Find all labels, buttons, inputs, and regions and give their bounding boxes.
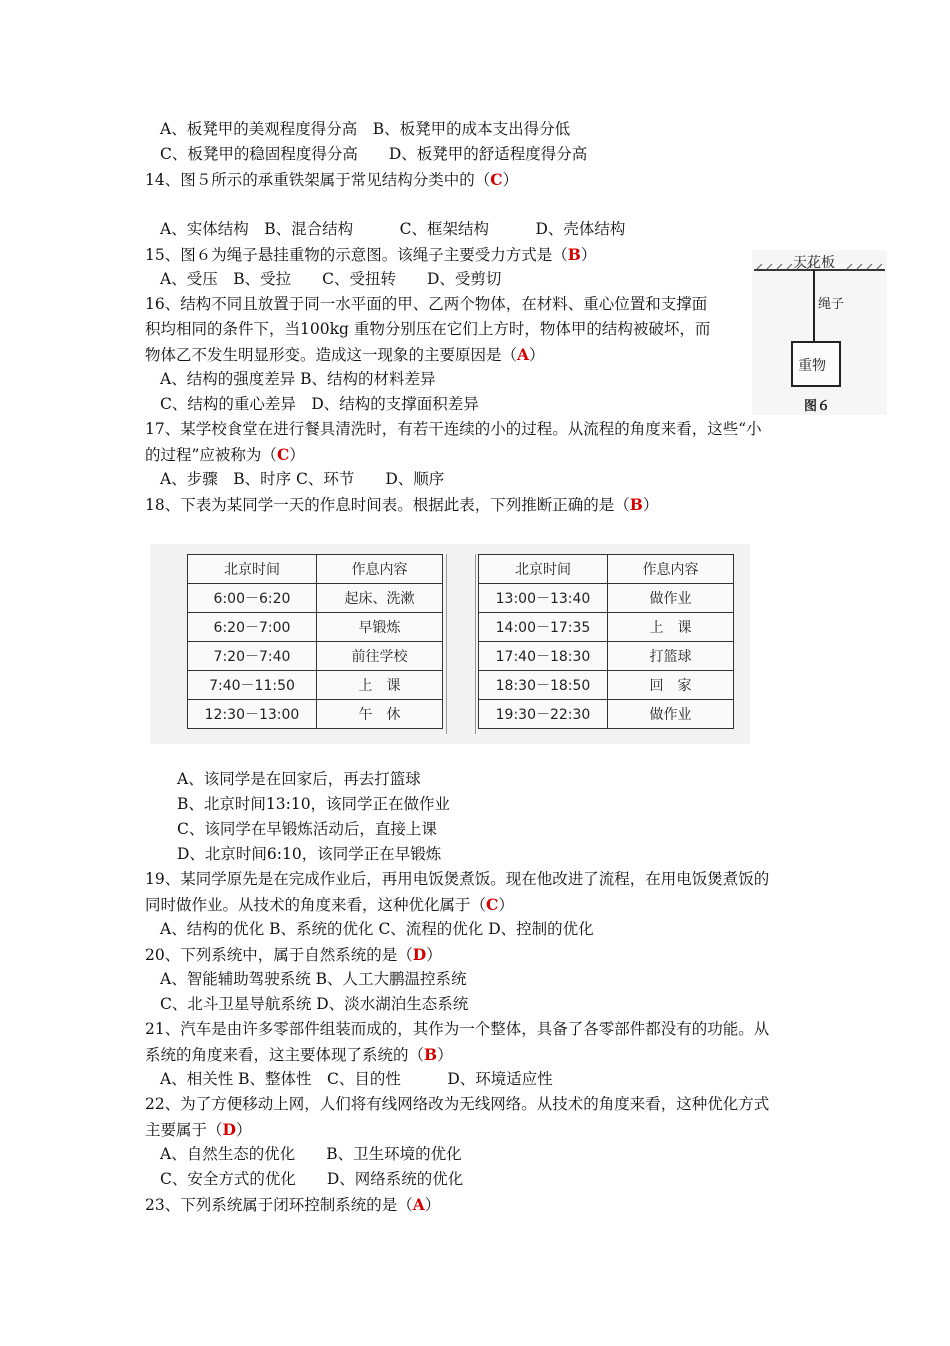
- q19-answer: C: [486, 895, 499, 914]
- q14-options: A、实体结构 B、混合结构 C、框架结构 D、壳体结构: [160, 220, 626, 238]
- q20-stem-text: 20、下列系统中，属于自然系统的是（: [145, 946, 413, 964]
- q21-line2-text: 系统的角度来看，这主要体现了系统的（: [145, 1046, 425, 1064]
- time-cell: 14:00－17:35: [479, 613, 608, 642]
- time-cell: 6:00－6:20: [188, 584, 317, 613]
- table-header-row: [188, 555, 443, 584]
- q22-options-ab: A、自然生态的优化 B、卫生环境的优化: [160, 1145, 462, 1163]
- q13-options-ab: A、板凳甲的美观程度得分高 B、板凳甲的成本支出得分低: [160, 120, 571, 138]
- time-cell: 12:30－13:00: [188, 700, 317, 729]
- table-row: [188, 642, 443, 671]
- q23-stem-text: 23、下列系统属于闭环控制系统的是（: [145, 1196, 413, 1214]
- q23-close: ）: [424, 1196, 441, 1214]
- table-row: [188, 671, 443, 700]
- header-time: 北京时间: [479, 555, 608, 584]
- table-row: [479, 671, 734, 700]
- activity-cell: 上 课: [608, 613, 734, 642]
- table-row: [479, 613, 734, 642]
- q22-options-cd: C、安全方式的优化 D、网络系统的优化: [160, 1170, 464, 1188]
- table-row: [479, 584, 734, 613]
- q17-options: A、步骤 B、时序 C、环节 D、顺序: [160, 470, 445, 488]
- q21-line2: [145, 1042, 453, 1068]
- ceiling-label: 天花板: [793, 255, 835, 271]
- time-cell: 13:00－13:40: [479, 584, 608, 613]
- q19-close: ）: [498, 896, 514, 914]
- activity-cell: 回 家: [608, 671, 734, 700]
- q16-answer: A: [517, 345, 530, 364]
- table-row: [479, 700, 734, 729]
- activity-cell: 前往学校: [317, 642, 443, 671]
- activity-cell: 打篮球: [608, 642, 734, 671]
- q19-line1: 19、某同学原先是在完成作业后，再用电饭煲煮饭。现在他改进了流程，在用电饭煲煮饭的: [145, 870, 770, 888]
- table-separator: [446, 554, 476, 734]
- table-header-row: [479, 555, 734, 584]
- time-cell: 17:40－18:30: [479, 642, 608, 671]
- q18-stem: [145, 492, 658, 518]
- table-row: [479, 642, 734, 671]
- activity-cell: 早锻炼: [317, 613, 443, 642]
- q17-line2: [145, 442, 305, 468]
- q18-stem-text: 18、下表为某同学一天的作息时间表。根据此表，下列推断正确的是（: [145, 496, 630, 514]
- schedule-table-left: [187, 554, 443, 729]
- q22-line2-text: 主要属于（: [145, 1121, 223, 1139]
- time-cell: 19:30－22:30: [479, 700, 608, 729]
- q15-stem: [145, 242, 596, 268]
- figure-6-rope-diagram: [752, 250, 887, 415]
- q16-options-cd: C、结构的重心差异 D、结构的支撑面积差异: [160, 395, 479, 413]
- q14-answer: C: [490, 170, 503, 189]
- time-cell: 6:20－7:00: [188, 613, 317, 642]
- q22-line1: 22、为了方便移动上网，人们将有线网络改为无线网络。从技术的角度来看，这种优化方式: [145, 1095, 770, 1113]
- q23-stem: [145, 1192, 440, 1218]
- q18-option-b: B、北京时间13:10，该同学正在做作业: [177, 795, 451, 813]
- q17-close: ）: [289, 446, 305, 464]
- q16-line3-text: 物体乙不发生明显形变。造成这一现象的主要原因是（: [145, 346, 518, 364]
- q17-line1: 17、某学校食堂在进行餐具清洗时，有若干连续的小的过程。从流程的角度来看，这些“小: [145, 420, 762, 438]
- table-row: [188, 613, 443, 642]
- q15-options: A、受压 B、受拉 C、受扭转 D、受剪切: [160, 270, 502, 288]
- q13-options-cd: C、板凳甲的稳固程度得分高 D、板凳甲的舒适程度得分高: [160, 145, 588, 163]
- header-activity: 作息内容: [608, 555, 734, 584]
- q22-answer: D: [222, 1120, 236, 1139]
- q20-options-cd: C、北斗卫星导航系统 D、淡水湖泊生态系统: [160, 995, 469, 1013]
- q22-close: ）: [235, 1121, 252, 1139]
- q21-line1: 21、汽车是由许多零部件组装而成的，其作为一个整体，具备了各零部件都没有的功能。从: [145, 1020, 770, 1038]
- activity-cell: 起床、洗漱: [317, 584, 443, 613]
- q23-answer: A: [412, 1195, 425, 1214]
- q18-option-a: A、该同学是在回家后，再去打篮球: [177, 770, 421, 788]
- q21-options: A、相关性 B、整体性 C、目的性 D、环境适应性: [160, 1070, 553, 1088]
- table-row: [188, 584, 443, 613]
- q20-options-ab: A、智能辅助驾驶系统 B、人工大鹏温控系统: [160, 970, 467, 988]
- header-time: 北京时间: [188, 555, 317, 584]
- q20-answer: D: [412, 945, 427, 964]
- q21-answer: B: [424, 1045, 438, 1064]
- q22-line2: [145, 1117, 251, 1143]
- q14-stem-text: 14、图５所示的承重铁架属于常见结构分类中的（: [145, 171, 491, 189]
- q14-stem: [145, 167, 518, 193]
- q18-option-c: C、该同学在早锻炼活动后，直接上课: [177, 820, 437, 838]
- activity-cell: 做作业: [608, 584, 734, 613]
- q19-line2-text: 同时做作业。从技术的角度来看，这种优化属于（: [145, 896, 487, 914]
- q18-option-d: D、北京时间6:10，该同学正在早锻炼: [177, 845, 442, 863]
- q18-close: ）: [642, 496, 659, 514]
- q20-stem: [145, 942, 442, 968]
- time-cell: 7:40－11:50: [188, 671, 317, 700]
- q16-options-ab: A、结构的强度差异 B、结构的材料差异: [160, 370, 436, 388]
- time-cell: 7:20－7:40: [188, 642, 317, 671]
- q19-line2: [145, 892, 514, 918]
- q20-close: ）: [426, 946, 442, 964]
- rope-label: 绳子: [818, 297, 845, 312]
- q18-answer: B: [629, 495, 643, 514]
- q14-close: ）: [502, 171, 519, 189]
- header-activity: 作息内容: [317, 555, 443, 584]
- q15-close: ）: [580, 246, 597, 264]
- q21-close: ）: [437, 1046, 453, 1064]
- weight-label: 重物: [798, 358, 826, 374]
- q16-close: ）: [529, 346, 545, 364]
- table-row: [188, 700, 443, 729]
- schedule-table-right: [478, 554, 734, 729]
- q16-line3: [145, 342, 545, 368]
- q15-answer: B: [567, 245, 581, 264]
- q16-line2: 积均相同的条件下，当100kg 重物分别压在它们上方时，物体甲的结构被破坏，而: [145, 320, 711, 338]
- schedule-table-image: [150, 544, 750, 744]
- q17-answer: C: [276, 445, 290, 464]
- figure-6-caption: 图６: [804, 399, 831, 414]
- q17-line2-text: 的过程”应被称为（: [145, 446, 277, 464]
- activity-cell: 上 课: [317, 671, 443, 700]
- q15-stem-text: 15、图６为绳子悬挂重物的示意图。该绳子主要受力方式是（: [145, 246, 568, 264]
- activity-cell: 做作业: [608, 700, 734, 729]
- time-cell: 18:30－18:50: [479, 671, 608, 700]
- activity-cell: 午 休: [317, 700, 443, 729]
- q16-line1: 16、结构不同且放置于同一水平面的甲、乙两个物体，在材料、重心位置和支撑面: [145, 295, 708, 313]
- q19-options: A、结构的优化 B、系统的优化 C、流程的优化 D、控制的优化: [160, 920, 594, 938]
